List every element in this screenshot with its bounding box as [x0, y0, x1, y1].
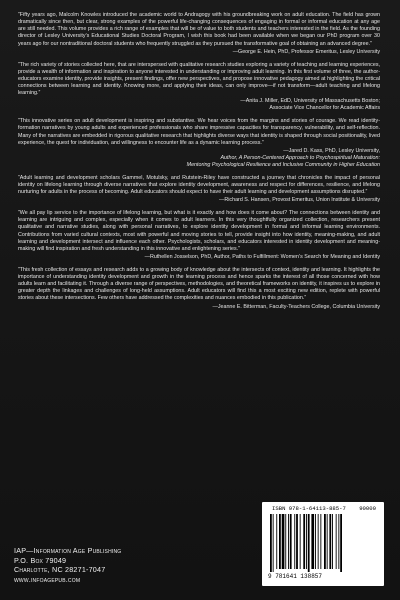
endorsement-hansen: [18, 175, 380, 205]
price-code: 90000: [359, 505, 376, 512]
endorsement-quote: “This fresh collection of essays and research adds to a growing body of knowledge about the intersects of context, identity and learning. It highlights the importance of understanding identity development and growth in the learning process and hence sparks the interest of all those concerned with how adults learn and facilitating it. Through a diverse range of perspectives, methodologies, and theoretical frameworks on identity, it inspires us to explore in greater depth the linkages and challenges of long-held assumptions. Adult educators will find this a most exciting new edition, replete with powerful stories about these intersections. Few others have addressed the complexities and nuances embodied in this publication.”: [18, 266, 380, 302]
endorsements: [18, 12, 380, 316]
endorsement-hein: [18, 12, 380, 56]
endorsement-attribution: [18, 304, 380, 311]
attribution-line: —Jared D. Kass, PhD, Lesley University,: [283, 147, 380, 154]
endorsement-attribution: [18, 49, 380, 56]
endorsement-attribution: [18, 254, 380, 261]
publisher-city: Charlotte, NC 28271-7047: [14, 565, 106, 575]
publisher-website[interactable]: www.infoagepub.com: [14, 574, 81, 584]
endorsement-quote: “The rich variety of stories collected here, that are interspersed with qualitative research studies exploring a variety of teaching and learning experiences, provide a wealth of information and inspiration to anyone interested in understanding or improving adult learning. In this first volume of three, the author-educators examine identity, provide insights, present findings, offer new perspectives, and propose innovative pedagogy aimed at highlighting the critical connections between learning and identity. Knowing more, and applying their ideas, can only improve—if not transform—adult teaching and lifelong learning.”: [18, 61, 380, 97]
attribution-book-subtitle: Mentoring Psychological Resilience and Inclusive Community in Higher Education: [186, 162, 380, 169]
attribution-line: —George E. Hein, PhD, Professor Emeritus, Lesley University: [232, 48, 380, 55]
cover-footer: [0, 490, 400, 600]
endorsement-quote: “Adult learning and development scholars Gammel, Motulsky, and Rutstein-Riley have constructed a journey that chronicles the impact of personal identity on lifelong learning through diverse narratives that explore identity development, awareness and respect for differences, resilience, and lifelong nurturing for adults in the process of becoming. Adult educators should expect to have their adult learning and development assumptions disrupted.”: [18, 174, 380, 196]
attribution-line: —Anita J. Miller, EdD, University of Massachusetts Boston;: [240, 98, 380, 105]
isbn-label: ISBN 978-1-64113-885-7: [272, 505, 346, 512]
barcode-digits: 9 781641 138857: [268, 573, 323, 580]
attribution-book-title: Author, A Person-Centered Approach to Psychospiritual Maturation:: [220, 155, 380, 161]
barcode-bars-icon: [268, 514, 380, 572]
attribution-line: —Richard S. Hansen, Provost Emeritus, Union Institute & University: [219, 197, 380, 204]
endorsement-miller: [18, 62, 380, 113]
publisher-po-box: P.O. Box 79049: [14, 555, 67, 565]
endorsement-quote: “This innovative series on adult development is inspiring and substantive. We hear voices from the margins and stories of courage. We read identity-formation narratives by young adults and experienced professionals who share impressive capacities for transparency, vulnerability, and self-reflection. Many of the narratives are embedded in rigorous qualitative research that highlights diverse ways that identity is shaped through social positionality, lived experience, the quest for individuation, and willingness to encounter life as a dynamic learning process.”: [18, 118, 380, 146]
attribution-line: Associate Vice Chancellor for Academic Affairs: [269, 105, 380, 112]
endorsement-attribution: [18, 148, 380, 169]
endorsement-bitterman: [18, 267, 380, 311]
endorsement-josselson: [18, 210, 380, 261]
isbn-barcode: [262, 502, 384, 586]
publisher-name: IAP—Information Age Publishing: [14, 546, 122, 555]
attribution-line: —Jeanne E. Bitterman, Faculty-Teachers College, Columbia University: [212, 303, 380, 310]
endorsement-attribution: [18, 98, 380, 112]
endorsement-attribution: [18, 197, 380, 204]
attribution-line: —Ruthellen Josselson, PhD, Author, Paths to Fulfillment: Women’s Search for Meaning and Identity: [144, 254, 380, 261]
endorsement-quote: “We all pay lip service to the importance of lifelong learning, but what is it exactly and how does it come about? The connections between identity and learning are intriguing and complex, especially when it comes to adult learners. In this very thoughtfully organized collection, researchers present qualitative and narrative studies, along with personal narratives, to explore identity development in formal and informal learning environments. Contributions from varied cultural contexts, most with powerful and moving stories to tell, provide insight into how identity, meaning-making, and adult learning and development intersect and influence each other. Psychologists, scholars, and educators interested in identity development and meaning-making will find inspiration and fresh understanding in this innovative and enlightening series.”: [18, 210, 380, 252]
publisher-info: [14, 546, 121, 584]
isbn-header: [272, 505, 376, 512]
endorsement-quote: “Fifty years ago, Malcolm Knowles introduced the academic world to Andragogy with his groundbreaking work on adult education. The field has grown dramatically since then, but clear, strong examples of the powerful life-changing consequences of engaging in formal or informal education at any age are still needed. This volume provides a rich range of examples that will be of value to both students and teachers interested in the field. As the founding director of Lesley University’s Educational Studies Doctoral Program, I wish this book had been available when we began our PhD program over 30 years ago for our nontraditional doctoral students who frequently struggled as they pursued the transformative goal of obtaining an advanced degree.”: [18, 12, 380, 47]
endorsement-kass: [18, 118, 380, 169]
